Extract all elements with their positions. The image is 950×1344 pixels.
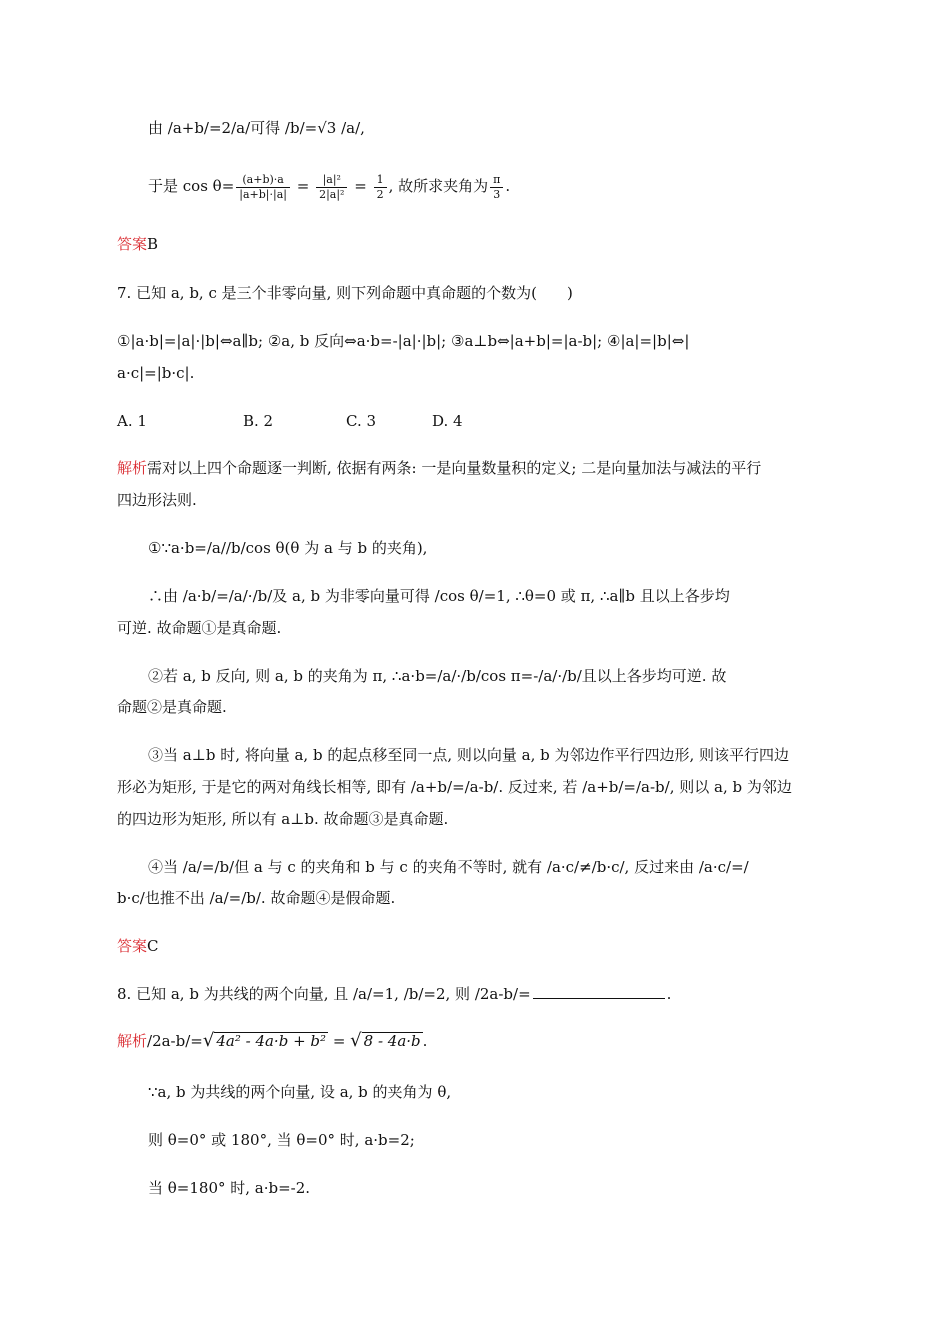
analysis-label: 解析 <box>117 1032 148 1050</box>
analysis-8-p1: ∵a, b 为共线的两个向量, 设 a, b 的夹角为 θ, <box>148 1083 452 1101</box>
analysis-7-p4-3: 的四边形为矩形, 所以有 a⊥b. 故命题③是真命题. <box>117 810 449 828</box>
analysis-7-p2-2: 可逆. 故命题①是真命题. <box>117 619 282 637</box>
cos-prefix: 于是 cos θ= <box>148 177 235 195</box>
analysis-7-p1: ①∵a·b=/a//b/cos θ(θ 为 a 与 b 的夹角), <box>148 539 428 557</box>
analysis-7-p3-2: 命题②是真命题. <box>117 698 227 716</box>
fraction-pi-3: $\frac{\pi}{3}$ <box>490 173 503 202</box>
fraction-2: $\frac{\text{|a|²}}{\text{2|a|²}}$ <box>316 173 347 202</box>
analysis-7-p2-1: ∴由 /a·b/=/a/·/b/及 a, b 为非零向量可得 /cos θ/=1, ∴θ=0 或 π, ∴a∥b 且以上各步均 <box>148 587 730 605</box>
option-d: D. 4 <box>432 412 463 430</box>
analysis-7-p5-1: ④当 /a/=/b/但 a 与 c 的夹角和 b 与 c 的夹角不等时, 就有 /a·c/≠/b·c/, 反过来由 /a·c/=/ <box>148 858 749 876</box>
analysis-8-p3: 当 θ=180° 时, a·b=-2. <box>148 1179 311 1197</box>
text-line-1: 由 /a+b/=2/a/可得 /b/=√3 /a/, <box>148 119 365 137</box>
question-7-props-2: a·c|=|b·c|. <box>117 364 195 382</box>
cos-formula-line: 于是 cos θ= $\frac{(a+b)\cdot a}{|a+b|\cdot|a|}$ = $\frac{\text{|a|²}}{\text{2|a|²}}$ = $\frac{1}{2}$ , 故所求夹角为 $\frac{\pi}{3}$ . <box>148 172 511 201</box>
analysis-7-p5-2: b·c/也推不出 /a/=/b/. 故命题④是假命题. <box>117 889 396 907</box>
analysis-7-intro-2: 四边形法则. <box>117 491 197 509</box>
fraction-1: $\frac{(a+b)\cdot a}{|a+b|\cdot|a|}$ <box>236 173 290 202</box>
analysis-label: 解析 <box>117 459 148 477</box>
analysis-8-formula: 解析/2a-b/=√ 4a² - 4a·b + b² = √ 8 - 4a·b . <box>117 1030 428 1051</box>
sqrt-expression-2: 8 - 4a·b <box>363 1032 421 1050</box>
option-a: A. 1 <box>117 412 147 430</box>
option-b: B. 2 <box>243 412 274 430</box>
answer-blank[interactable] <box>533 984 665 999</box>
analysis-7-p4-1: ③当 a⊥b 时, 将向量 a, b 的起点移至同一点, 则以向量 a, b 为邻边作平行四边形, 则该平行四边 <box>148 746 790 764</box>
answer-label: 答案 <box>117 235 148 253</box>
question-8-stem: 8. 已知 a, b 为共线的两个向量, 且 /a/=1, /b/=2, 则 /2a-b/= . <box>117 985 672 1003</box>
sqrt-expression-1: 4a² - 4a·b + b² <box>216 1032 327 1050</box>
option-c: C. 3 <box>346 412 377 430</box>
fraction-3: $\frac{1}{2}$ <box>374 173 387 202</box>
answer-label: 答案 <box>117 937 148 955</box>
analysis-7-p4-2: 形必为矩形, 于是它的两对角线长相等, 即有 /a+b/=/a-b/. 反过来, 若 /a+b/=/a-b/, 则以 a, b 为邻边 <box>117 778 792 796</box>
question-7-stem: 7. 已知 a, b, c 是三个非零向量, 则下列命题中真命题的个数为( ) <box>117 284 573 302</box>
answer-value: B <box>147 235 159 253</box>
analysis-8-p2: 则 θ=0° 或 180°, 当 θ=0° 时, a·b=2; <box>148 1131 415 1149</box>
answer-value: C <box>147 937 159 955</box>
cos-middle: , 故所求夹角为 <box>388 177 489 195</box>
question-7-options <box>117 410 463 432</box>
question-7-props-1: ①|a·b|=|a|·|b|⇔a∥b; ②a, b 反向⇔a·b=-|a|·|b|; ③a⊥b⇔|a+b|=|a-b|; ④|a|=|b|⇔| <box>117 332 690 350</box>
answer-1 <box>117 233 158 255</box>
analysis-7-intro-1: 解析需对以上四个命题逐一判断, 依据有两条: 一是向量数量积的定义; 二是向量加法与减法的平行 <box>117 459 762 477</box>
analysis-7-p3-1: ②若 a, b 反向, 则 a, b 的夹角为 π, ∴a·b=/a/·/b/cos π=-/a/·/b/且以上各步均可逆. 故 <box>148 667 727 685</box>
answer-2 <box>117 935 159 957</box>
